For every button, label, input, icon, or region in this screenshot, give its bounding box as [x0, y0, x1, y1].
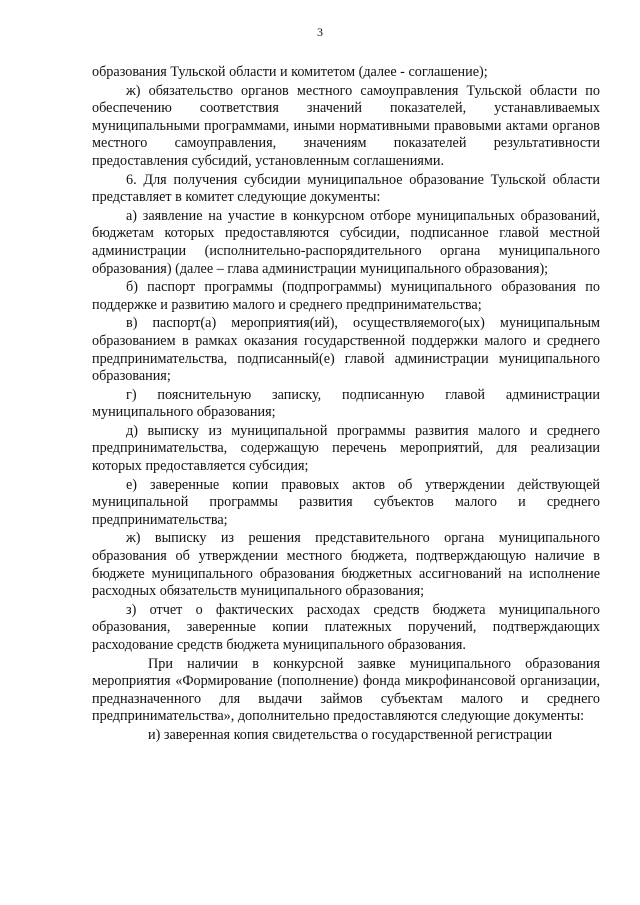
paragraph-item-b: б) паспорт программы (подпрограммы) муниципального образования по поддержке и развитию малого и среднего предпринимательства;: [92, 279, 600, 313]
paragraph-item-z: з) отчет о фактических расходах средств бюджета муниципального образования, заверенные копии платежных поручений, подтверждающих расходование средств бюджета муниципального образования.: [92, 601, 600, 653]
page-number: 3: [317, 25, 323, 39]
paragraph-item-i: и) заверенная копия свидетельства о государственной регистрации: [148, 726, 553, 743]
paragraph-microfinance-condition: При наличии в конкурсной заявке муниципального образования мероприятия «Формирование (пополнение) фонда микрофинансовой организации, предназначенного для выдачи займов субъектам малого и среднего предпринимательства», дополнительно предоставляются следующие документы:: [92, 655, 600, 725]
paragraph-item-zh-obligation: ж) обязательство органов местного самоуправления Тульской области по обеспечению соответствия значений показателей, устанавливаемых муниципальными программами, иными нормативными правовыми актами органов местного самоуправления, значениям показателей результативности предоставления субсидий, установленным соглашениями.: [92, 82, 600, 169]
paragraph-continuation: образования Тульской области и комитетом (далее - соглашение);: [92, 64, 488, 80]
document-body: [92, 64, 600, 745]
paragraph-item-d: д) выписку из муниципальной программы развития малого и среднего предпринимательства, содержащую перечень мероприятий, для реализации которых предоставляется субсидия;: [92, 422, 600, 475]
paragraph-section-6: 6. Для получения субсидии муниципальное образование Тульской области представляет в комитет следующие документы:: [92, 171, 600, 206]
paragraph-item-a: а) заявление на участие в конкурсном отборе муниципальных образований, бюджетам которых предоставляются субсидии, подписанное главой местной администрации (исполнительно-распорядительного органа муниципального образования) (далее – глава администрации муниципального образования);: [92, 207, 600, 277]
paragraph-item-v: в) паспорт(а) мероприятия(ий), осуществляемого(ых) муниципальным образованием в рамках оказания государственной поддержки малого и среднего предпринимательства, подписанный(е) главой администрации муниципального образования;: [92, 315, 600, 385]
paragraph-item-e: е) заверенные копии правовых актов об утверждении действующей муниципальной программы развития субъектов малого и среднего предпринимательства;: [92, 476, 600, 528]
paragraph-item-g: г) пояснительную записку, подписанную главой администрации муниципального образования;: [92, 386, 600, 421]
paragraph-item-zh-extract: ж) выписку из решения представительного органа муниципального образования об утверждении местного бюджета, подтверждающую наличие в бюджете муниципального образования бюджетных ассигнований на исполнение расходных обязательств муниципального образования;: [92, 530, 600, 600]
